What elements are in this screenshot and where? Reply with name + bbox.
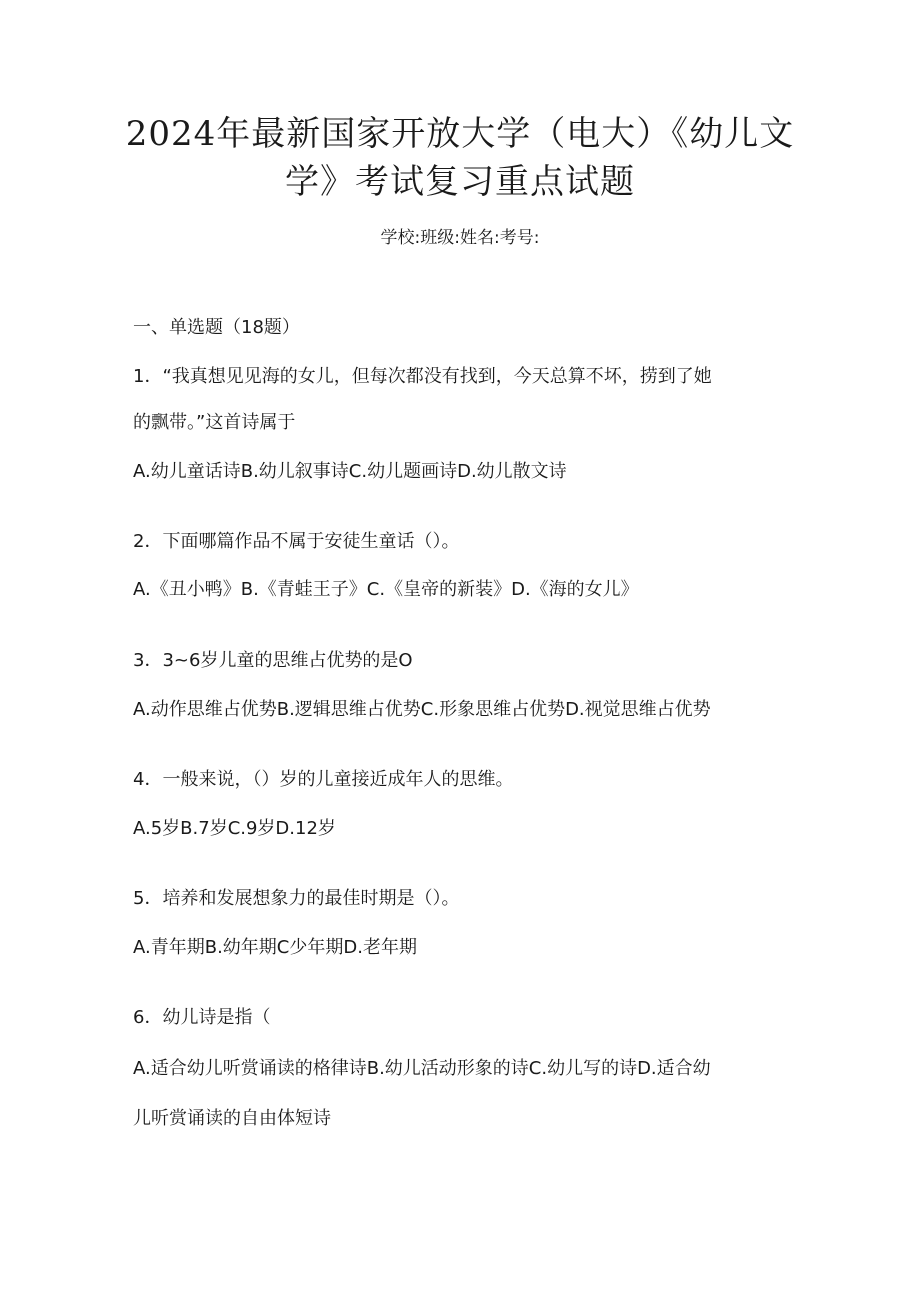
question-3-options: A.动作思维占优势B.逻辑思维占优势C.形象思维占优势D.视觉思维占优势 <box>133 699 711 720</box>
question-3-stem: 3．3~6岁儿童的思维占优势的是O <box>133 650 413 671</box>
question-1-options: A.幼儿童话诗B.幼儿叙事诗C.幼儿题画诗D.幼儿散文诗 <box>133 461 567 482</box>
question-5-stem: 5．培养和发展想象力的最佳时期是（）。 <box>133 888 460 909</box>
question-5-options: A.青年期B.幼年期C少年期D.老年期 <box>133 937 417 958</box>
document-title-line-1: 2024年最新国家开放大学（电大）《幼儿文 <box>125 114 795 154</box>
question-6-options-line-2: 儿听赏诵读的自由体短诗 <box>133 1108 331 1129</box>
section-heading: 一、单选题（18题） <box>133 317 300 338</box>
question-6-stem: 6．幼儿诗是指（ <box>133 1007 271 1028</box>
question-4-options: A.5岁B.7岁C.9岁D.12岁 <box>133 818 336 839</box>
question-4-stem: 4．一般来说，（）岁的儿童接近成年人的思维。 <box>133 769 514 790</box>
question-1-stem-line-1: 1．“我真想见见海的女儿，但每次都没有找到，今天总算不坏，捞到了她 <box>133 366 712 387</box>
question-2-options: A.《丑小鸭》B.《青蛙王子》C.《皇帝的新装》D.《海的女儿》 <box>133 579 639 600</box>
student-info-line: 学校:班级:姓名:考号: <box>380 228 540 248</box>
question-1-stem-line-2: 的飘带。”这首诗属于 <box>133 412 296 433</box>
question-2-stem: 2．下面哪篇作品不属于安徒生童话（）。 <box>133 531 460 552</box>
question-6-options-line-1: A.适合幼儿听赏诵读的格律诗B.幼儿活动形象的诗C.幼儿写的诗D.适合幼 <box>133 1058 711 1079</box>
document-title-line-2: 学》考试复习重点试题 <box>285 162 635 202</box>
